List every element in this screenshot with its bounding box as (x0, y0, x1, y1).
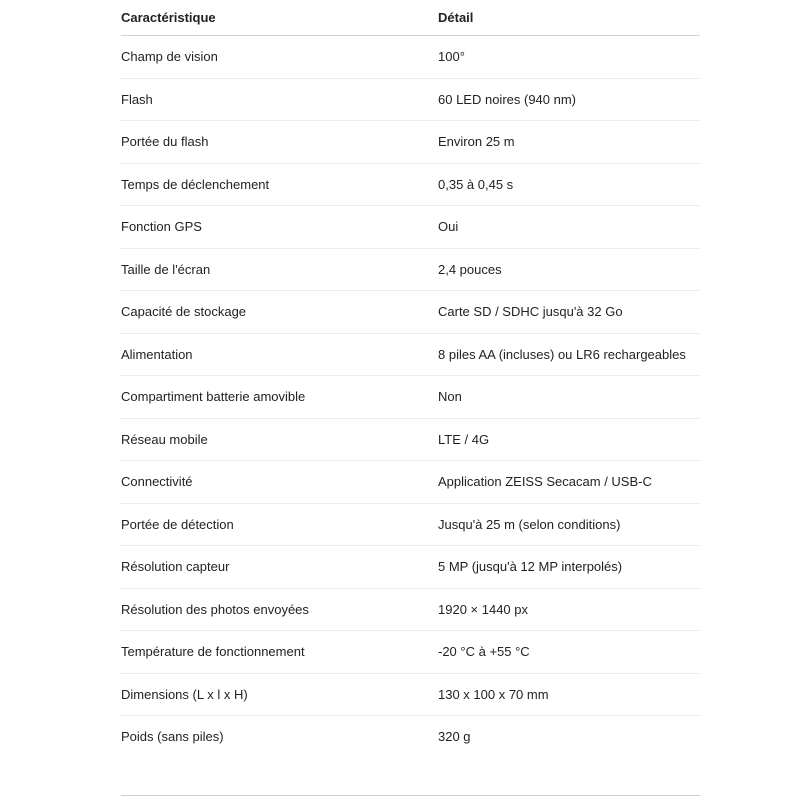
row-label: Résolution des photos envoyées (121, 588, 438, 631)
row-label: Capacité de stockage (121, 291, 438, 334)
row-label: Champ de vision (121, 36, 438, 79)
row-value: LTE / 4G (438, 418, 700, 461)
header-detail: Détail (438, 0, 700, 36)
row-value: 320 g (438, 729, 471, 745)
row-label: Taille de l'écran (121, 248, 438, 291)
row-value: Carte SD / SDHC jusqu'à 32 Go (438, 291, 700, 334)
row-value: Jusqu'à 25 m (selon conditions) (438, 503, 700, 546)
row-value: 130 x 100 x 70 mm (438, 673, 700, 716)
row-label: Température de fonctionnement (121, 631, 438, 674)
row-label: Compartiment batterie amovible (121, 376, 438, 419)
row-label: Dimensions (L x l x H) (121, 673, 438, 716)
row-label: Flash (121, 78, 438, 121)
table-row (121, 716, 700, 758)
row-label: Portée du flash (121, 121, 438, 164)
table-header (121, 0, 700, 36)
table-row (121, 333, 700, 376)
table-row (121, 163, 700, 206)
row-value: Application ZEISS Secacam / USB-C (438, 461, 700, 504)
table-bottom-divider (121, 795, 700, 796)
row-label: Alimentation (121, 333, 438, 376)
table-header-row (121, 0, 700, 36)
row-value: Non (438, 376, 700, 419)
table-row (121, 248, 700, 291)
row-label: Temps de déclenchement (121, 163, 438, 206)
row-value: 8 piles AA (incluses) ou LR6 rechargeables (438, 333, 700, 376)
row-label: Portée de détection (121, 503, 438, 546)
table-row (121, 36, 700, 79)
row-value: Environ 25 m (438, 121, 700, 164)
row-label: Réseau mobile (121, 418, 438, 461)
row-label: Résolution capteur (121, 546, 438, 589)
table-row (121, 673, 700, 716)
table-body (121, 36, 700, 758)
row-value: 5 MP (jusqu'à 12 MP interpolés) (438, 546, 700, 589)
row-value: 60 LED noires (940 nm) (438, 78, 700, 121)
row-label: Fonction GPS (121, 206, 438, 249)
row-value: Oui (438, 206, 700, 249)
table-row (121, 206, 700, 249)
table-row (121, 588, 700, 631)
row-value: 2,4 pouces (438, 248, 700, 291)
table-row (121, 291, 700, 334)
row-value: 100° (438, 36, 700, 79)
table-row (121, 121, 700, 164)
row-label: Poids (sans piles) (121, 729, 224, 745)
table-row (121, 503, 700, 546)
table-row (121, 418, 700, 461)
row-value: 1920 × 1440 px (438, 588, 700, 631)
table-row (121, 461, 700, 504)
table-row (121, 546, 700, 589)
table-row (121, 631, 700, 674)
table-row (121, 78, 700, 121)
spec-table (121, 0, 700, 758)
row-label: Connectivité (121, 461, 438, 504)
row-value: -20 °C à +55 °C (438, 631, 700, 674)
table-row (121, 376, 700, 419)
header-characteristic: Caractéristique (121, 0, 438, 36)
row-value: 0,35 à 0,45 s (438, 163, 700, 206)
